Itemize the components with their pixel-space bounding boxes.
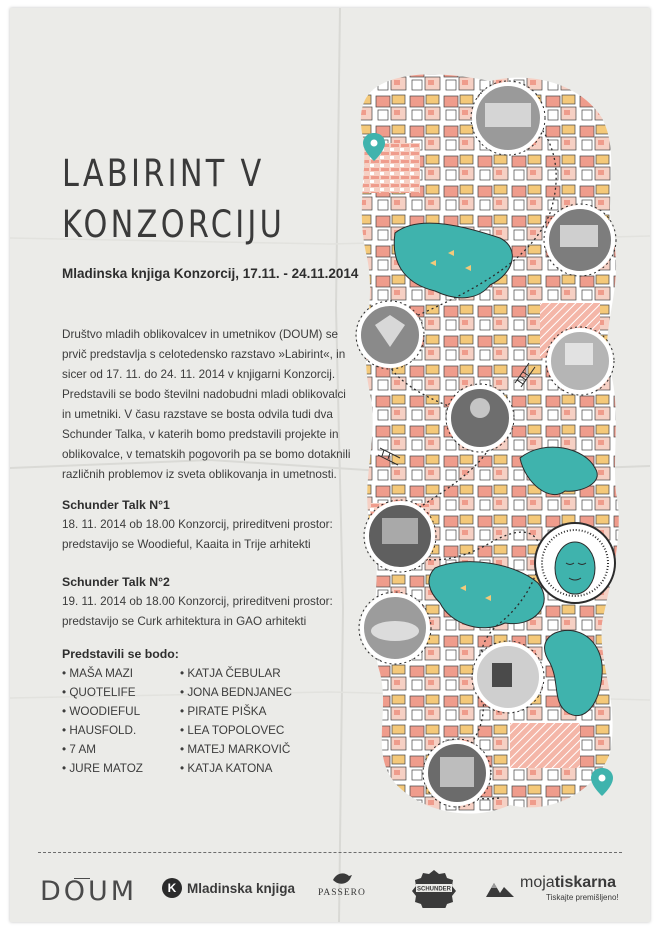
description-line: oblikovalce, v tematskih pogovorih pa se bomo dotaknili: [62, 448, 351, 461]
description-line: različnih problemov iz sveta oblikovanja in umetnosti.: [62, 468, 337, 481]
presenter-item: • KATJA KATONA: [180, 762, 273, 775]
presenter-item: • LEA TOPOLOVEC: [180, 724, 285, 737]
mk-logo-icon: K: [162, 878, 182, 898]
footer: [10, 850, 650, 910]
page-title: [62, 148, 308, 250]
presenter-item: • 7 AM: [62, 743, 96, 756]
description-line: Predstavili se bodo številni nadobudni mladi oblikovalci: [62, 388, 346, 401]
presenter-item: • HAUSFOLD.: [62, 724, 137, 737]
presenter-item: • JURE MATOZ: [62, 762, 143, 775]
presenters: [62, 644, 362, 778]
mountains-icon: [486, 879, 514, 897]
logo-passero: PASSERO: [318, 870, 366, 898]
presenters-left: [62, 664, 180, 778]
description-line: sicer od 17. 11. do 24. 11. 2014 v knjigarni Konzorcij.: [62, 368, 336, 381]
presenters-heading: Predstavili se bodo:: [62, 647, 179, 661]
poster: [10, 8, 650, 922]
presenters-right: [180, 664, 340, 778]
svg-text:SCHUNDER: SCHUNDER: [416, 886, 452, 893]
footer-divider: [38, 852, 622, 853]
talk-2: [62, 572, 362, 632]
talk-2-line: 19. 11. 2014 ob 18.00 Konzorcij, prireditveni prostor:: [62, 595, 333, 608]
presenter-item: • MAŠA MAZI: [62, 667, 133, 680]
talk-2-heading: Schunder Talk N°2: [62, 575, 170, 589]
presenter-item: • MATEJ MARKOVIČ: [180, 743, 291, 756]
description: [62, 325, 362, 485]
bird-icon: [331, 870, 353, 888]
description-line: Društvo mladih oblikovalcev in umetnikov (DOUM) se: [62, 328, 339, 341]
talk-2-line: predstavijo se Curk arhitektura in GAO arhitekti: [62, 615, 307, 628]
logo-seal: [410, 868, 458, 908]
seal-icon: [410, 868, 458, 908]
presenter-item: • WOODIEFUL: [62, 705, 141, 718]
face-circle: [535, 523, 615, 603]
talk-1-heading: Schunder Talk N°1: [62, 498, 170, 512]
talk-1-line: 18. 11. 2014 ob 18.00 Konzorcij, prireditveni prostor:: [62, 518, 333, 531]
talk-1: [62, 495, 362, 555]
description-line: Schunder Talka, v katerih bomo predstavili projekte in: [62, 428, 339, 441]
description-line: in umetniki. V času razstave se bosta odvila tudi dva: [62, 408, 333, 421]
logo-mladinska-knjiga: K Mladinska knjiga: [162, 878, 295, 898]
presenter-item: • QUOTELIFE: [62, 686, 136, 699]
talk-1-line: predstavijo se Woodieful, Kaaita in Trije arhitekti: [62, 538, 311, 551]
event-subtitle: Mladinska knjiga Konzorcij, 17.11. - 24.11.2014: [62, 266, 359, 281]
map-pin-icon: [591, 768, 613, 796]
logo-doum: DOUM: [40, 876, 138, 907]
presenter-item: • JONA BEDNJANEC: [180, 686, 292, 699]
labyrinth-illustration: [340, 63, 630, 833]
description-line: prvič predstavlja s celotedensko razstavo »Labirint«, in: [62, 348, 346, 361]
title-line-2: KONZORCIJU: [62, 203, 286, 246]
title-line-1: LABIRINT V: [62, 152, 265, 195]
presenter-item: • PIRATE PIŠKA: [180, 705, 267, 718]
presenter-item: • KATJA ČEBULAR: [180, 667, 281, 680]
logo-moja-tiskarna: mojatiskarna Tiskajte premišljeno!: [486, 874, 619, 902]
